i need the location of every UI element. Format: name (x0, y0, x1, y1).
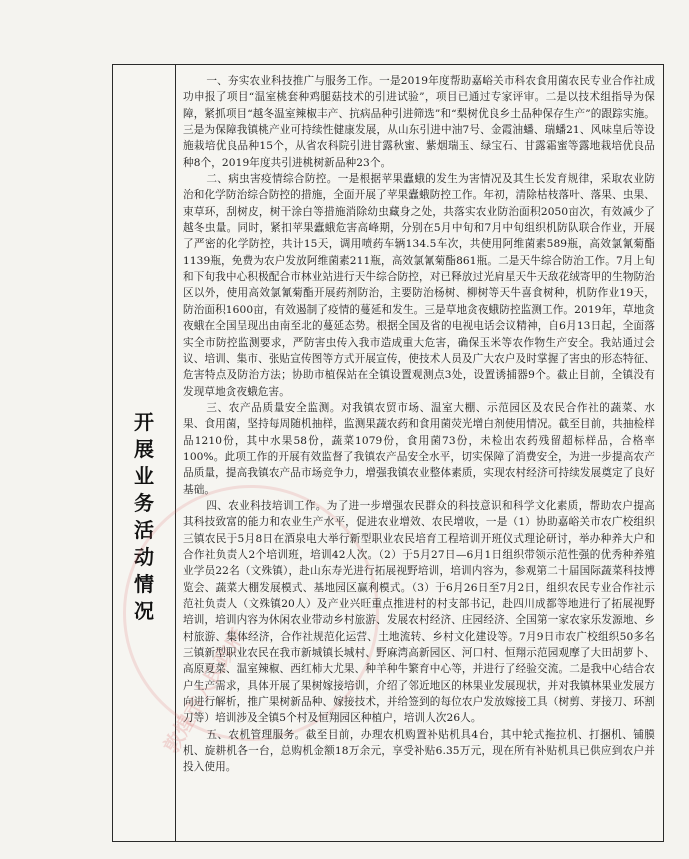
label-char: 开 (134, 410, 154, 434)
paragraph-training: 四、农业科技培训工作。为了进一步增强农民群众的科技意识和科学文化素质，帮助农户提高其科技致富的能力和农业生产水平，促进农业增效、农民增收，一是（1）协助嘉峪关市农广校组织三镇农民于5月8日在酒泉电大举行新型职业农民培育工程培训开班仪式理论研讨，举办种养大户和合作社负责人2个培训班，培训42人次。（2）于5月27日—6月1日组织带领示范性强的优秀种养殖业学员22名（文殊镇），赴山东寿光进行拓展视野培训，培训内容为，参观第二十届国际蔬菜科技博览会、蔬菜大棚发展模式、基地园区赢利模式。（3）于6月26日至7月2日，组织农民专业合作社示范社负责人（文殊镇20人）及产业兴旺重点推进村的村支部书记，赴四川成都等地进行了拓展视野培训，培训内容为休闲农业带动乡村旅游、发展农村经济、庄园经济、全国第一家农家乐发源地、乡村旅游、集体经济，合作社规范化运营、土地流转、乡村文化建设等。7月9日市农广校组织50多名三镇新型职业农民在我市新城镇长城村、野麻湾高新园区、河口村、恒翔示范园观摩了大田胡萝卜、高原夏菜、温室辣椒、西红柿大尤果、种羊种牛繁育中心等，并进行了经验交流。二是我中心结合农户生产需求，具体开展了果树嫁接培训，介绍了邻近地区的林果业发展现状，并对我镇林果业发展方向进行解析，推广果树新品种、嫁接技术，并给签到的每位农户发放嫁接工具（树剪、芽接刀、环割刀等）培训涉及全镇5个村及恒翔园区种植户，培训人次26人。 (183, 499, 655, 725)
paragraph-machinery: 五、农机管理服务。截至目前，办理农机购置补贴机具4台，其中轮式拖拉机、打捆机、铺膜机、旋耕机各一台，总购机金额18万余元，享受补贴6.35万元，现在所有补贴机具已供应到农户并投入使用。 (183, 728, 655, 774)
label-char: 动 (134, 545, 154, 569)
label-char: 况 (134, 599, 154, 623)
paragraph-pest-control: 二、病虫害疫情综合防控。一是根据苹果蠹蛾的发生为害情况及其生长发育规律，采取农业防治和化学防治综合防控的措施，全面开展了苹果蠹蛾防控工作。年初，清除枯枝落叶、落果、虫果、束草环，刮树皮，树干涂白等措施消除幼虫藏身之处，共落实农业防治面积2050亩次，有效减少了越冬虫量。同时，紧扣苹果蠹蛾危害高峰期，分别在5月中旬和7月中旬组织机防队联合作业，开展了严密的化学防控，共计15天，调用喷药车辆134.5车次，共使用阿维菌素589瓶，高效氯氰菊酯1139瓶，免费为农户发放阿维菌素211瓶，高效氯氰菊酯861瓶。二是天牛综合防治工作。7月上旬和下旬我中心积极配合市林业站进行天牛综合防控，对已释放过光肩星天牛天敌花绒寄甲的生物防治区以外，使用高效氯氰菊酯开展药剂防治，主要防治杨树、柳树等天牛喜食树种，机防作业19天，防治面积1600亩，有效遏制了疫情的蔓延和发生。三是草地贪夜蛾防控监测工作。2019年，草地贪夜蛾在全国呈现出由南至北的蔓延态势。根据全国及省的电视电话会议精神，自6月13日起，全面落实全市防控监测要求，严防害虫传入我市造成重大危害，确保玉米等农作物生产安全。我站通过会议、培训、集市、张贴宣传图等方式开展宣传，使技术人员及广大农户及时掌握了害虫的形态特征、危害特点及防治方法；协助市植保站在全镇设置观测点3处，设置诱捕器9个。截止目前，全镇没有发现草地贪夜蛾危害。 (183, 173, 655, 398)
form-table (112, 64, 664, 842)
label-char: 业 (134, 464, 154, 488)
label-char: 展 (134, 437, 154, 461)
seal-text: 敦煌市人民政府 (158, 623, 250, 757)
label-char: 情 (134, 572, 154, 596)
section-label (113, 409, 175, 625)
paragraph-tech-promotion: 一、夯实农业科技推广与服务工作。一是2019年度帮助嘉峪关市科农食用菌农民专业合作社成功申报了项目“温室桃套种鸡腿菇技术的引进试验”，项目已通过专家评审。二是以技术组指导为保障，紧抓项目“越冬温室辣椒丰产、抗病品种引进筛选”和“梨树优良乡土品种保存生产”的跟踪实施。三是为保障我镇桃产业可持续性健康发展，从山东引进中油7号、金霞油蟠、瑞蟠21、风味皇后等设施栽培优良品种15个，从省农科院引进甘露秋蜜、紫烟瑞玉、绿宝石、甘露霜蜜等露地栽培优良品种8个，2019年度共引进桃树新品种23个。 (183, 75, 655, 169)
content-cell (183, 73, 655, 837)
label-cell (113, 65, 176, 841)
paragraph-quality-monitoring: 三、农产品质量安全监测。对我镇农贸市场、温室大棚、示范园区及农民合作社的蔬菜、水果、食用菌，坚持每周随机抽样，监测果蔬农药和食用菌荧光增白剂使用情况。截至目前，共抽检样品1210份，其中水果58份，蔬菜1079份，食用菌73份，未检出农药残留超标样品，合格率100%。此项工作的开展有效监督了我镇农产品安全水平，切实保障了消费安全，为进一步提高农产品质量，提高我镇农产品市场竞争力，增强我镇农业整体素质，实现农村经济可持续发展奠定了良好基础。 (183, 401, 655, 496)
label-char: 务 (134, 491, 154, 515)
label-char: 活 (134, 518, 154, 542)
